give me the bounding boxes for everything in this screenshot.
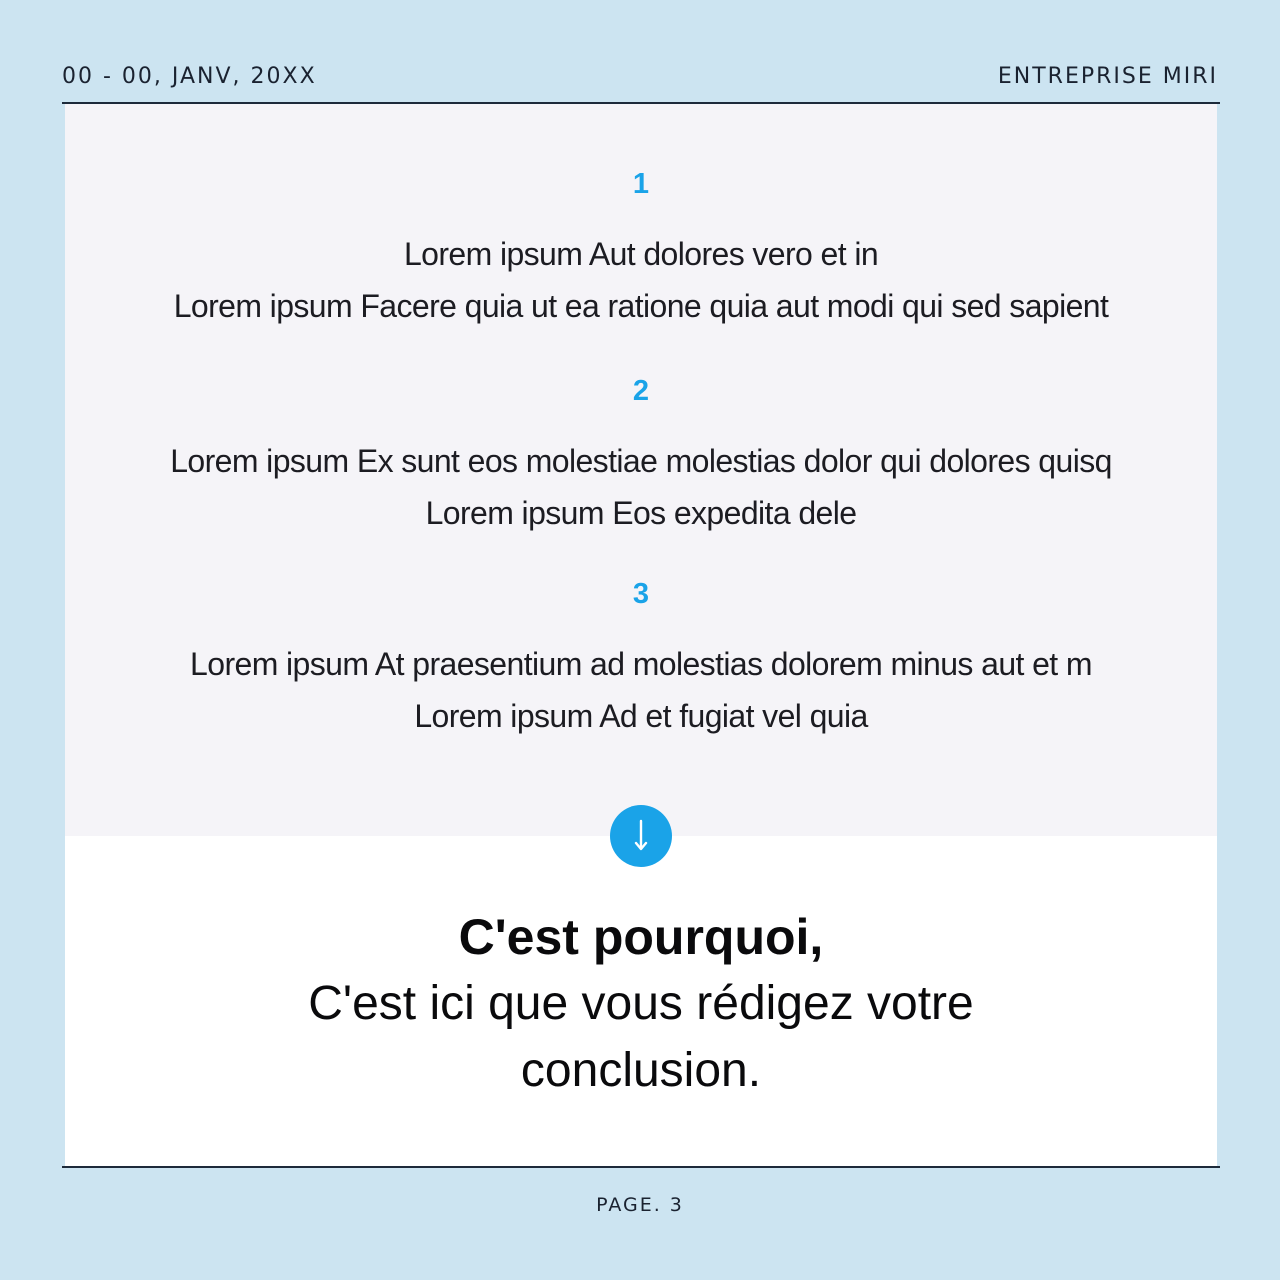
point-text-line: Lorem ipsum Ad et fugiat vel quia	[414, 698, 868, 734]
page-header	[62, 58, 1218, 94]
point-2	[65, 373, 1217, 539]
point-text-line: Lorem ipsum Ex sunt eos molestiae molestias dolor qui dolores quisq	[170, 443, 1112, 479]
point-1	[65, 166, 1217, 332]
point-number: 3	[632, 578, 650, 610]
footer-divider	[62, 1166, 1220, 1168]
point-3	[65, 576, 1217, 742]
conclusion-block	[65, 904, 1217, 1104]
point-text-line: Lorem ipsum Eos expedita dele	[425, 495, 857, 531]
conclusion-lead: C'est pourquoi,	[458, 909, 824, 965]
header-company: ENTREPRISE MIRI	[997, 63, 1218, 89]
conclusion-line: conclusion.	[520, 1044, 762, 1097]
point-text-line: Lorem ipsum Aut dolores vero et in	[403, 236, 879, 272]
conclusion-line: C'est ici que vous rédigez votre	[308, 977, 974, 1030]
point-number: 2	[632, 375, 650, 407]
content-panel	[65, 104, 1217, 1166]
page-number: PAGE. 3	[596, 1194, 684, 1216]
point-text-line: Lorem ipsum Facere quia ut ea ratione quia aut modi qui sed sapient	[173, 288, 1109, 324]
point-text-line: Lorem ipsum At praesentium ad molestias dolorem minus aut et m	[190, 646, 1092, 682]
header-date: 00 - 00, JANV, 20XX	[62, 63, 317, 89]
point-number: 1	[632, 168, 650, 200]
arrow-down-badge	[610, 805, 672, 867]
arrow-down-icon	[631, 818, 651, 854]
